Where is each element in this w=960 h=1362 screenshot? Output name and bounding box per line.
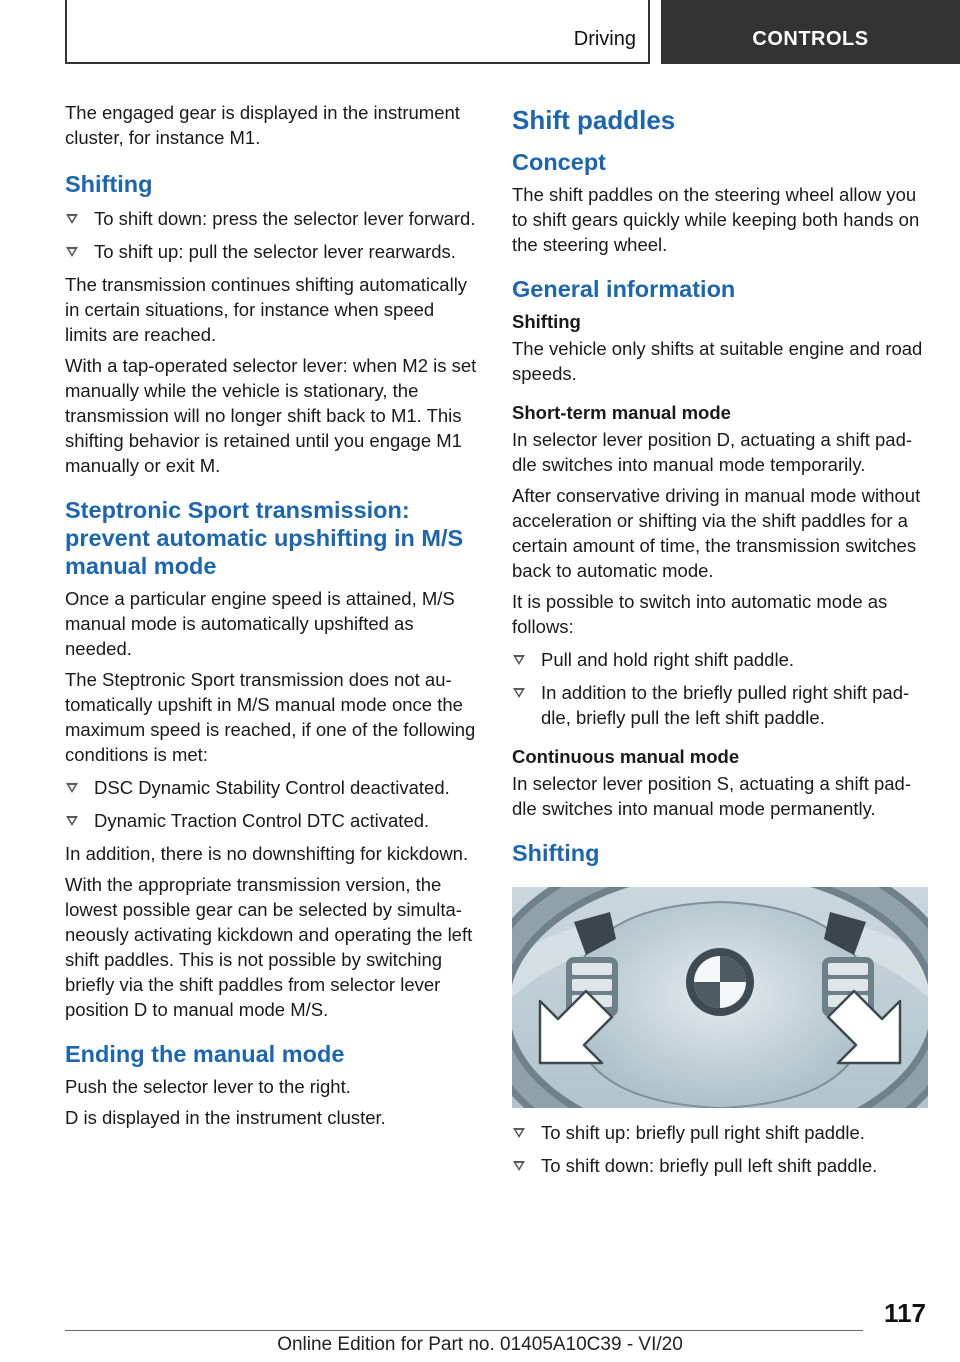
list-item: DSC Dynamic Stability Control deactivated. <box>65 775 480 800</box>
triangle-bullet-icon <box>513 688 525 698</box>
footer-divider <box>65 1330 863 1331</box>
list-item: To shift down: briefly pull left shift paddle. <box>512 1153 928 1178</box>
page-header <box>0 0 960 66</box>
list-item: To shift down: press the selector lever forward. <box>65 206 480 231</box>
triangle-bullet-icon <box>66 816 78 826</box>
steptronic-paragraph-3: In addition, there is no downshifting for kickdown. <box>65 843 469 864</box>
general-shifting-paragraph: The vehicle only shifts at suitable engine and road speeds. <box>512 338 923 384</box>
triangle-bullet-icon <box>513 1161 525 1171</box>
shift-paddles-list <box>512 1120 928 1178</box>
list-item: To shift up: pull the selector lever rearwards. <box>65 239 480 264</box>
automatic-mode-list <box>512 647 928 730</box>
right-column <box>512 100 928 1186</box>
steptronic-paragraph-2: The Steptronic Sport transmission does not automatically upshift in M/S manual mode once the maximum speed is reached, if one of the following conditions is met: <box>65 669 476 765</box>
list-item: To shift up: briefly pull right shift paddle. <box>512 1120 928 1145</box>
ending-manual-mode-heading: Ending the manual mode <box>65 1041 345 1067</box>
header-section-title: Driving <box>573 28 636 50</box>
ending-paragraph-1: Push the selector lever to the right. <box>65 1076 351 1097</box>
short-term-paragraph-2: After conservative driving in manual mode without acceleration or shifting via the shift paddles for a certain amount of time, the transmission switches back to automatic mode. <box>512 485 921 581</box>
steptronic-heading: Steptronic Sport transmission: prevent automatic upshifting in M/S manual mode <box>65 497 464 579</box>
steptronic-paragraph-1: Once a particular engine speed is attained, M/S manual mode is automatically upshifted as needed. <box>65 588 455 659</box>
footer-edition: Online Edition for Part no. 01405A10C39 - VI/20 <box>277 1334 683 1355</box>
short-term-paragraph-3: It is possible to switch into automatic mode as follows: <box>512 591 888 637</box>
general-shifting-subheading: Shifting <box>512 311 581 332</box>
header-chapter-tab: CONTROLS <box>661 0 960 64</box>
continuous-subheading: Continuous manual mode <box>512 746 740 767</box>
shifting-paragraph-1: The transmission continues shifting automatically in certain situations, for instance when speed limits are reached. <box>65 274 468 345</box>
steering-wheel-illustration <box>512 887 928 1108</box>
concept-heading: Concept <box>512 149 606 175</box>
list-item: In addition to the briefly pulled right shift paddle, briefly pull the left shift paddle. <box>512 680 928 730</box>
triangle-bullet-icon <box>66 247 78 257</box>
triangle-bullet-icon <box>513 655 525 665</box>
list-item: Pull and hold right shift paddle. <box>512 647 928 672</box>
right-shifting-heading: Shifting <box>512 840 600 866</box>
triangle-bullet-icon <box>66 783 78 793</box>
triangle-bullet-icon <box>66 214 78 224</box>
shifting-heading: Shifting <box>65 171 153 197</box>
steptronic-paragraph-4: With the appropriate transmission version, the lowest possible gear can be selected by simultaneously activating kickdown and operating the left shift paddles. This is not possible by switching briefly via the shift paddles from selector lever position D to manual mode M/S. <box>65 874 473 1020</box>
concept-paragraph: The shift paddles on the steering wheel allow you to shift gears quickly while keeping both hands on the steering wheel. <box>512 184 920 255</box>
continuous-paragraph: In selector lever position S, actuating a shift paddle switches into manual mode permanently. <box>512 773 912 819</box>
intro-paragraph: The engaged gear is displayed in the instrument cluster, for instance M1. <box>65 102 460 148</box>
list-item: Dynamic Traction Control DTC activated. <box>65 808 480 833</box>
shifting-list <box>65 206 480 264</box>
general-information-heading: General information <box>512 276 736 302</box>
page-title: Shift paddles <box>512 105 676 135</box>
ending-paragraph-2: D is displayed in the instrument cluster. <box>65 1107 386 1128</box>
left-column <box>65 100 480 1136</box>
page-number: 117 <box>884 1298 926 1328</box>
steptronic-conditions-list <box>65 775 480 833</box>
triangle-bullet-icon <box>513 1128 525 1138</box>
short-term-paragraph-1: In selector lever position D, actuating a shift paddle switches into manual mode temporarily. <box>512 429 913 475</box>
steering-wheel-drawing <box>512 887 928 1108</box>
short-term-subheading: Short-term manual mode <box>512 402 731 423</box>
shifting-paragraph-2: With a tap-operated selector lever: when M2 is set manually while the vehicle is stationary, the transmission will no longer shift back to M1. This shifting behavior is retained until you engage M1 manually or exit M. <box>65 355 477 476</box>
